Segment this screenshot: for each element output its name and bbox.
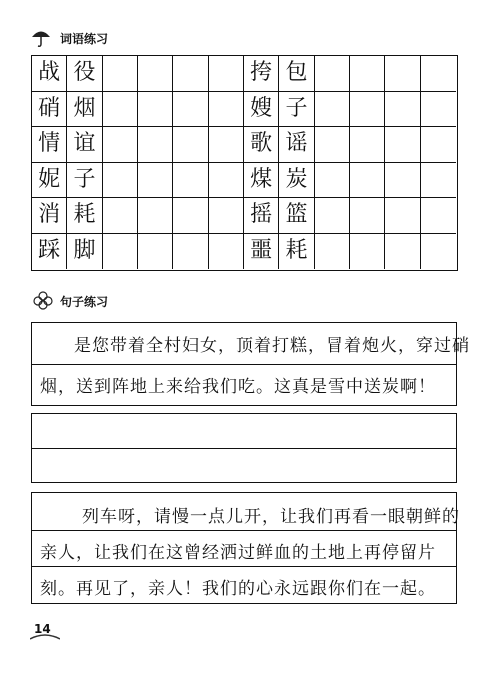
sentence-section-title: 句子练习 <box>60 295 109 309</box>
practice-cell <box>103 92 138 128</box>
practice-cell <box>138 127 173 163</box>
vocab-char: 谊 <box>67 127 102 163</box>
passage-2-line-3: 刻。再见了，亲人！我们的心永远跟你们在一起。 <box>40 579 436 599</box>
practice-cell <box>350 163 385 199</box>
practice-cell <box>350 198 385 234</box>
vocab-char: 消 <box>32 198 67 234</box>
practice-cell <box>138 92 173 128</box>
vocab-char: 子 <box>279 92 314 128</box>
vocab-char: 硝 <box>32 92 67 128</box>
practice-cell <box>209 56 244 92</box>
passage-2-line-2: 亲人，让我们在这曾经洒过鲜血的土地上再停留片 <box>40 543 436 563</box>
passage-1-line-2: 烟，送到阵地上来给我们吃。这真是雪中送炭啊！ <box>40 377 436 397</box>
practice-cell <box>350 127 385 163</box>
practice-cell <box>173 92 208 128</box>
practice-cell <box>209 163 244 199</box>
practice-cell <box>421 198 456 234</box>
practice-cell <box>103 163 138 199</box>
practice-cell <box>103 234 138 270</box>
practice-cell <box>209 198 244 234</box>
practice-cell <box>315 127 350 163</box>
vocab-char: 妮 <box>32 163 67 199</box>
practice-cell <box>421 127 456 163</box>
vocab-grid <box>31 55 458 271</box>
vocab-char: 情 <box>32 127 67 163</box>
vocab-char: 谣 <box>279 127 314 163</box>
vocab-char: 篮 <box>279 198 314 234</box>
blank-writing-box[interactable] <box>31 413 457 483</box>
umbrella-icon <box>30 26 52 48</box>
practice-cell <box>173 198 208 234</box>
vocab-char: 烟 <box>67 92 102 128</box>
practice-cell <box>421 56 456 92</box>
practice-cell <box>315 198 350 234</box>
practice-cell <box>315 92 350 128</box>
vocab-char: 包 <box>279 56 314 92</box>
practice-cell <box>315 163 350 199</box>
practice-cell <box>209 92 244 128</box>
practice-cell <box>421 92 456 128</box>
vocab-char: 脚 <box>67 234 102 270</box>
vocab-char: 役 <box>67 56 102 92</box>
practice-cell <box>385 163 420 199</box>
practice-cell <box>173 163 208 199</box>
practice-cell <box>421 163 456 199</box>
practice-cell <box>138 234 173 270</box>
practice-cell <box>350 92 385 128</box>
practice-cell <box>138 56 173 92</box>
vocab-char: 战 <box>32 56 67 92</box>
practice-cell <box>315 234 350 270</box>
vocab-char: 歌 <box>244 127 279 163</box>
practice-cell <box>209 127 244 163</box>
passage-2-box <box>31 492 460 604</box>
flower-icon <box>33 290 53 310</box>
page-number: 14 <box>34 622 51 636</box>
practice-cell <box>385 92 420 128</box>
practice-cell <box>385 56 420 92</box>
vocab-char: 挎 <box>244 56 279 92</box>
passage-1-box <box>31 322 470 406</box>
practice-cell <box>385 198 420 234</box>
practice-cell <box>138 198 173 234</box>
vocab-char: 嫂 <box>244 92 279 128</box>
vocab-char: 耗 <box>67 198 102 234</box>
practice-cell <box>173 234 208 270</box>
practice-cell <box>173 127 208 163</box>
passage-2-line-1: 列车呀，请慢一点儿开，让我们再看一眼朝鲜的 <box>82 507 460 527</box>
vocab-char: 子 <box>67 163 102 199</box>
vocab-section-title: 词语练习 <box>60 32 109 46</box>
practice-cell <box>350 234 385 270</box>
practice-cell <box>173 56 208 92</box>
vocab-char: 炭 <box>279 163 314 199</box>
practice-cell <box>138 163 173 199</box>
practice-cell <box>103 56 138 92</box>
vocab-char: 摇 <box>244 198 279 234</box>
vocab-char: 耗 <box>279 234 314 270</box>
practice-cell <box>103 198 138 234</box>
vocab-char: 噩 <box>244 234 279 270</box>
practice-cell <box>385 234 420 270</box>
practice-cell <box>315 56 350 92</box>
passage-1-line-1: 是您带着全村妇女，顶着打糕，冒着炮火，穿过硝 <box>74 336 470 356</box>
practice-cell <box>385 127 420 163</box>
vocab-char: 踩 <box>32 234 67 270</box>
practice-cell <box>209 234 244 270</box>
vocab-char: 煤 <box>244 163 279 199</box>
page-ornament-icon <box>30 633 60 641</box>
practice-cell <box>103 127 138 163</box>
practice-cell <box>421 234 456 270</box>
practice-cell <box>350 56 385 92</box>
